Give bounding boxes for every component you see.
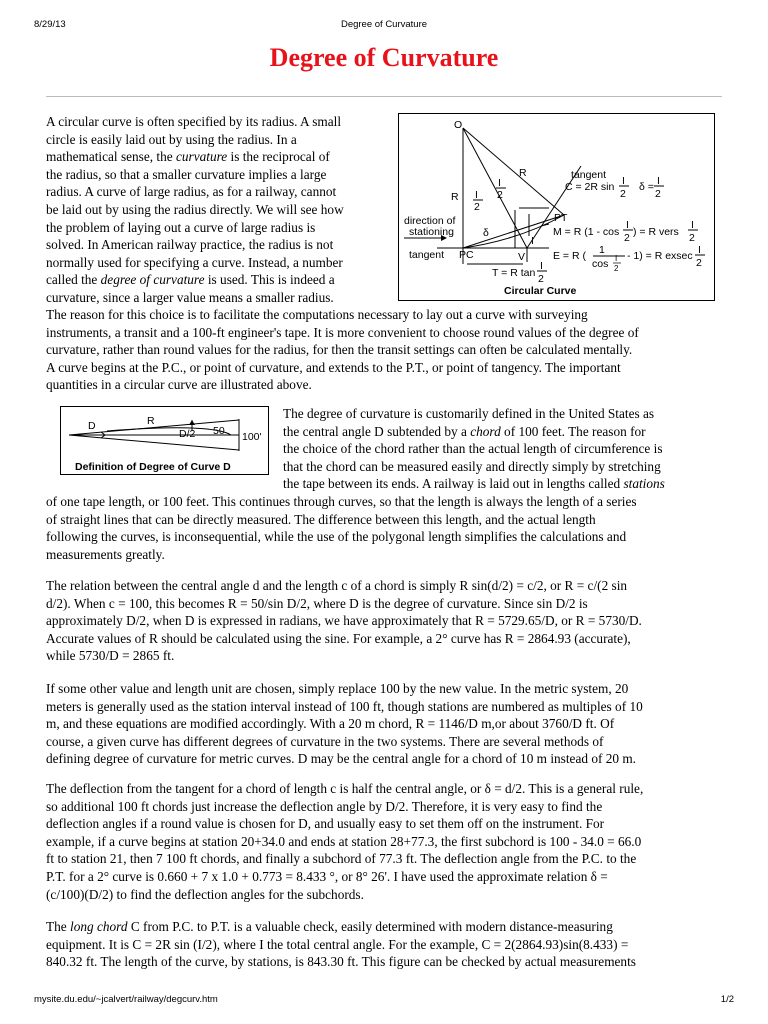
text-run: meters is generally used as the station interval instead of 100 ft, though stations are numbered as multiples of 10 — [46, 698, 643, 714]
print-footer — [0, 994, 768, 1008]
label-t-frac-bottom: 2 — [538, 273, 544, 285]
print-url: mysite.du.edu/~jcalvert/railway/degcurv.htm — [34, 994, 218, 1005]
label-delta-frac-top: I — [657, 175, 660, 187]
circular-curve-caption: Circular Curve — [504, 285, 577, 297]
label-delta: δ — [483, 227, 489, 239]
label-fifty: 50 — [213, 425, 225, 437]
text-run: is the reciprocal of — [227, 149, 330, 165]
label-i-frac-bottom: 2 — [474, 201, 480, 213]
label-e-cos-2: 2 — [614, 264, 619, 273]
text-run: curvature, since a larger value means a smaller radius. — [46, 289, 334, 305]
page-title: Degree of Curvature — [269, 43, 499, 72]
print-header — [0, 19, 768, 33]
text-run: of straight lines that can be directly measured. The difference between this length, and the actual length — [46, 511, 596, 527]
text-line — [46, 780, 726, 798]
label-m-frac-top: I — [626, 219, 629, 231]
text-line — [46, 511, 726, 529]
text-run: so additional 100 ft chords just increase the deflection angle by D/2. Therefore, it is very easy to find the — [46, 798, 603, 814]
label-pt: PT — [554, 212, 568, 224]
text-line — [46, 833, 726, 851]
text-run: (c/100)(D/2) to find the deflection angles for the subchords. — [46, 886, 364, 902]
emphasized-term: curvature — [175, 149, 228, 165]
label-delta-formula: δ = — [639, 181, 654, 193]
paragraph-intro-continued — [46, 306, 726, 394]
text-line — [46, 680, 726, 698]
text-line — [46, 201, 386, 219]
label-c-frac-bottom: 2 — [620, 188, 626, 200]
label-pc: PC — [459, 249, 474, 261]
text-line — [46, 166, 386, 184]
text-run: The degree of curvature is customarily defined in the United States as — [283, 406, 655, 421]
label-c-frac-top: I — [622, 175, 625, 187]
label-o: O — [454, 119, 463, 131]
text-line — [46, 715, 726, 733]
label-t-formula: T = R tan — [492, 267, 536, 279]
text-run: of one tape length, or 100 feet. This continues through curves, so that the length is always the length of a series — [46, 494, 637, 509]
text-line — [46, 546, 726, 564]
label-i-frac-top: I — [475, 189, 478, 201]
text-line — [46, 148, 386, 166]
text-line — [46, 306, 726, 324]
label-r-upper: R — [519, 167, 527, 179]
label-i-frac2-bottom: 2 — [497, 189, 503, 201]
text-run: example, if a curve begins at station 20+34.0 and ends at station 28+77.3, the first subchord is 100 - 34.0 = 66.0 — [46, 833, 642, 849]
emphasized-term: chord — [470, 423, 501, 439]
label-e-frac2-top: I — [698, 244, 701, 256]
text-line — [46, 868, 726, 886]
text-run: approximately D/2, when D is expressed in radians, we have approximately that R = 5729.65/D, or R = 5730/D. — [46, 613, 642, 629]
text-line — [46, 324, 726, 342]
label-m-frac2-top: I — [691, 219, 694, 231]
paragraph-long-chord — [46, 918, 726, 971]
text-line — [46, 341, 726, 359]
text-run: the problem of laying out a curve of large radius is — [46, 219, 316, 235]
paragraph-chord-relation — [46, 577, 726, 665]
text-line — [283, 405, 723, 423]
label-e-frac-one: 1 — [599, 244, 605, 256]
text-run: instruments, a transit and a 100-ft engineer's tape. It is more convenient to choose round values of the degree of — [46, 324, 639, 340]
label-tangent-left: tangent — [409, 249, 445, 261]
label-t-frac-top: I — [540, 260, 543, 272]
circular-curve-figure — [398, 113, 715, 301]
label-r: R — [147, 415, 155, 427]
label-delta-frac-bottom: 2 — [655, 188, 661, 200]
text-line — [46, 131, 386, 149]
label-v: V — [518, 251, 526, 263]
text-run: 840.32 ft. The length of the curve, by stations, is 843.30 ft. This figure can be checked by actual measurements — [46, 954, 636, 970]
label-d: D — [88, 420, 96, 432]
text-run: the tape between its ends. A railway is laid out in lengths called — [283, 476, 624, 492]
text-line — [46, 595, 726, 613]
text-run: A circular curve is often specified by its radius. A small — [46, 114, 342, 129]
text-run: C from P.C. to P.T. is a valuable check, easily determined with modern distance-measuring — [127, 919, 613, 934]
label-r-left: R — [451, 191, 459, 203]
label-e-frac-cos: cos — [592, 258, 609, 270]
text-run: Accurate values of R should be calculated using the sine. For example, a 2° curve has R = 2864.93 (accurate), — [46, 630, 631, 646]
label-hundred: 100' — [242, 431, 262, 443]
text-line — [283, 440, 723, 458]
text-run: course, a given curve has different degrees of curvature in the two systems. There are several methods of — [46, 733, 604, 749]
label-e-frac2-bottom: 2 — [696, 257, 702, 269]
text-run: radius. A curve of large radius, as for a railway, cannot — [46, 184, 337, 200]
text-run: The relation between the central angle d and the length c of a chord is simply R sin(d/2) = c/2, or R = c/(2 sin — [46, 578, 628, 593]
text-run: quantities in a circular curve are illustrated above. — [46, 377, 312, 393]
label-e-cos-i: I — [615, 254, 618, 263]
text-run: mathematical sense, the — [46, 149, 176, 165]
text-line — [46, 918, 726, 936]
print-title: Degree of Curvature — [340, 19, 428, 30]
label-c-formula: C = 2R sin — [565, 181, 615, 193]
text-run: The deflection from the tangent for a chord of length c is half the central angle, or δ = d/2. This is a general rule, — [46, 781, 644, 796]
paragraph-degree-definition — [283, 405, 723, 493]
text-line — [46, 886, 726, 904]
text-run: the radius, so that a smaller curvature implies a large — [46, 166, 327, 182]
text-run: the central angle D subtended by a — [283, 423, 471, 439]
text-line — [46, 236, 386, 254]
text-line — [46, 219, 386, 237]
text-run: called the — [46, 272, 101, 288]
text-line — [46, 798, 726, 816]
text-run: circle is easily laid out by using the radius. In a — [46, 131, 297, 147]
text-run: A curve begins at the P.C., or point of curvature, and extends to the P.T., or point of tangency. The important — [46, 359, 621, 375]
text-line — [46, 630, 726, 648]
text-run: If some other value and length unit are chosen, simply replace 100 by the new value. In the metric system, 20 — [46, 681, 629, 696]
text-run: the choice of the chord rather than the actual length of circumference is — [283, 441, 663, 457]
label-m-formula-2: ) = R vers — [633, 226, 679, 238]
label-stationing: stationing — [409, 226, 454, 238]
text-run: while 5730/D = 2865 ft. — [46, 648, 175, 664]
text-line — [46, 528, 726, 546]
text-line — [46, 815, 726, 833]
title-divider — [46, 96, 722, 97]
text-line — [46, 936, 726, 954]
text-run: solved. In American railway practice, the radius is not — [46, 237, 334, 253]
text-run: normally used for specifying a curve. Instead, a number — [46, 254, 343, 270]
text-run: measurements greatly. — [46, 546, 165, 562]
text-line — [46, 750, 726, 768]
text-line — [46, 953, 726, 971]
text-run: The reason for this choice is to facilitate the computations necessary to lay out a curve with surveying — [46, 307, 588, 322]
text-line — [46, 376, 726, 394]
text-line — [46, 850, 726, 868]
text-line — [283, 423, 723, 441]
emphasized-term: degree of curvature — [100, 272, 205, 288]
label-i-frac2-top: I — [498, 177, 501, 189]
page-number: 1/2 — [720, 994, 734, 1005]
emphasized-term: stations — [623, 476, 665, 492]
label-e-formula-2: - 1) = R exsec — [627, 250, 693, 262]
text-run: deflection angles if a round value is chosen for D, and usually easy to set them off on the instrument. For — [46, 816, 605, 832]
text-run: The — [46, 919, 70, 934]
label-m-frac2-bottom: 2 — [689, 232, 695, 244]
text-line — [46, 289, 386, 307]
text-line — [46, 113, 386, 131]
emphasized-term: long chord — [70, 919, 128, 934]
text-run: curvature, rather than round values for the radius, for then the transit settings can often be calculated mentally. — [46, 342, 633, 358]
degree-definition-caption: Definition of Degree of Curve D — [75, 461, 231, 473]
label-e-formula: E = R ( — [553, 250, 586, 262]
text-run: is used. This is indeed a — [204, 272, 335, 288]
text-run: P.T. for a 2° curve is 0.660 + 7 x 1.0 + 0.773 = 8.433 °, or 8° 26'. I have used the approximate relation δ = — [46, 868, 608, 884]
text-run: equipment. It is C = 2R sin (I/2), where I the total central angle. For the example, C = 2(2864.93)sin(8.433) = — [46, 936, 629, 952]
text-line — [46, 612, 726, 630]
text-run: ft to station 21, then 7 100 ft chords, and finally a subchord of 77.3 ft. The deflection angle from the P.C. to the — [46, 851, 637, 867]
text-line — [46, 577, 726, 595]
label-tangent-top: tangent — [571, 169, 607, 181]
paragraph-deflection — [46, 780, 726, 903]
text-line — [46, 183, 386, 201]
label-d-half: D/2 — [179, 428, 196, 440]
paragraph-degree-definition-continued — [46, 493, 726, 563]
text-run: m, and these equations are modified accordingly. With a 20 m chord, R = 1146/D m,or about 3760/D ft. Of — [46, 716, 615, 732]
text-run: be laid out by using the radius directly. We will see how — [46, 201, 344, 217]
text-run: that the chord can be measured easily and directly simply by stretching — [283, 458, 661, 474]
text-line — [283, 475, 723, 493]
text-run: following the curves, is inconsequential, while the use of the polygonal length simplifies the calculations and — [46, 529, 627, 545]
label-m-frac-bottom: 2 — [624, 232, 630, 244]
text-line — [46, 733, 726, 751]
text-line — [46, 271, 386, 289]
text-run: d/2). When c = 100, this becomes R = 50/sin D/2, where D is the degree of curvature. Since sin D/2 is — [46, 595, 588, 611]
paragraph-intro — [46, 113, 386, 307]
text-line — [46, 698, 726, 716]
text-line — [46, 493, 726, 511]
text-line — [46, 359, 726, 377]
print-date: 8/29/13 — [34, 19, 66, 30]
label-i-angle: I — [531, 235, 534, 247]
degree-definition-figure — [60, 406, 269, 475]
text-run: of 100 feet. The reason for — [500, 423, 646, 439]
label-m-formula: M = R (1 - cos — [553, 226, 620, 238]
text-line — [46, 254, 386, 272]
paragraph-metric — [46, 680, 726, 768]
label-direction: direction of — [404, 215, 456, 227]
text-line — [283, 458, 723, 476]
text-line — [46, 647, 726, 665]
text-run: defining degree of curvature for metric curves. D may be the central angle for a chord of 10 m instead of 20 m. — [46, 751, 637, 767]
